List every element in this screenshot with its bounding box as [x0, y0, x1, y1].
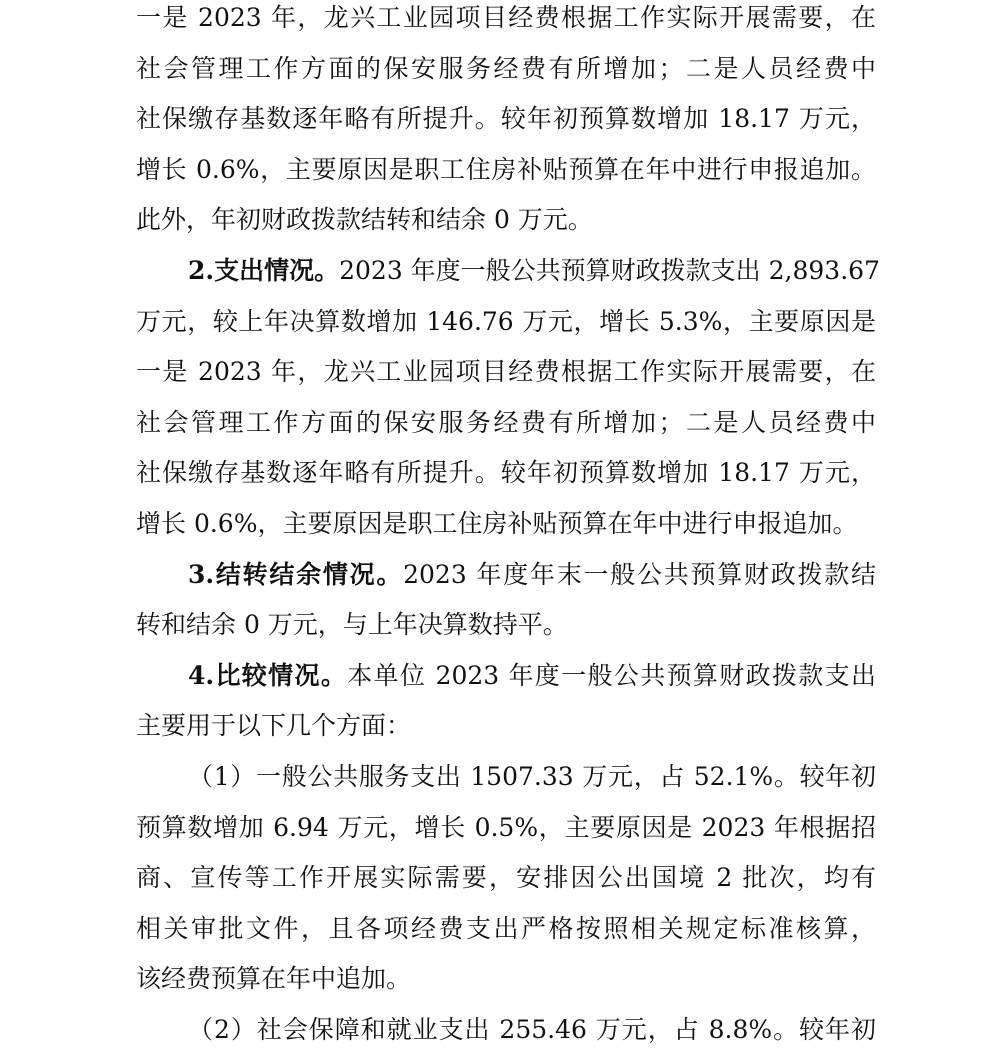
text-fragment: 2023 年度年末一般公共预算财政拨款结 [403, 559, 876, 589]
text-line: 该经费预算在年中追加。 [136, 964, 412, 994]
paragraph-item-2 [136, 1005, 876, 1055]
text-line: 增长 0.6%，主要原因是职工住房补贴预算在年中进行申报追加。 [136, 508, 858, 538]
text-line: 万元，较上年决算数增加 146.76 万元，增长 5.3%，主要原因是 [136, 306, 876, 336]
paragraph-income-continuation [136, 0, 876, 246]
text-line: 商、宣传等工作开展实际需要，安排因公出国境 2 批次，均有 [136, 863, 876, 893]
text-line: 此外，年初财政拨款结转和结余 0 万元。 [136, 205, 593, 235]
paragraph-carryover [136, 550, 876, 651]
text-line: 主要用于以下几个方面： [136, 711, 412, 741]
text-line: 一是 2023 年，龙兴工业园项目经费根据工作实际开展需要，在 [136, 3, 876, 32]
text-line: 社会管理工作方面的保安服务经费有所增加；二是人员经费中 [136, 53, 876, 83]
text-line: 预算数增加 6.94 万元，增长 0.5%，主要原因是 2023 年根据招 [136, 812, 876, 842]
text-line: 社保缴存基数逐年略有所提升。较年初预算数增加 18.17 万元， [136, 104, 876, 134]
text-fragment: 2023 年度一般公共预算财政拨款支出 2,893.67 [339, 255, 880, 285]
text-line: 增长 0.6%，主要原因是职工住房补贴预算在年中进行申报追加。 [136, 154, 876, 184]
text-line: 一是 2023 年，龙兴工业园项目经费根据工作实际开展需要，在 [136, 357, 876, 387]
text-line [136, 246, 880, 297]
text-line: （2）社会保障和就业支出 255.46 万元，占 8.8%。较年初 [188, 1014, 876, 1044]
paragraph-comparison [136, 651, 876, 752]
text-fragment: 本单位 2023 年度一般公共预算财政拨款支出 [347, 660, 876, 690]
paragraph-expenditure [136, 246, 880, 550]
text-line: 相关审批文件，且各项经费支出严格按照相关规定标准核算， [136, 913, 876, 943]
text-line: 社会管理工作方面的保安服务经费有所增加；二是人员经费中 [136, 407, 876, 437]
section-heading-carryover: 3.结转结余情况。 [188, 559, 404, 589]
text-line: 转和结余 0 万元，与上年决算数持平。 [136, 610, 568, 640]
text-line [136, 651, 876, 702]
text-line [136, 550, 876, 601]
text-line: （1）一般公共服务支出 1507.33 万元，占 52.1%。较年初 [188, 761, 876, 791]
text-line: 社保缴存基数逐年略有所提升。较年初预算数增加 18.17 万元， [136, 458, 876, 488]
section-heading-comparison: 4.比较情况。 [188, 660, 348, 690]
document-body [136, 0, 880, 1055]
paragraph-item-1 [136, 752, 876, 1005]
section-heading-expenditure: 2.支出情况。 [188, 255, 340, 285]
